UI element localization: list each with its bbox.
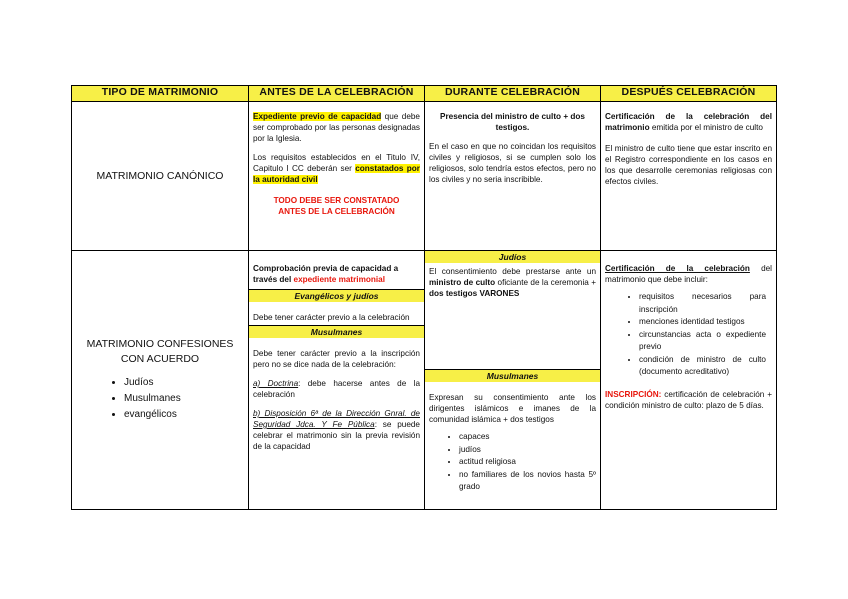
subheader-musulmanes-antes: Musulmanes	[249, 325, 424, 338]
canonico-antes-p2: Los requisitos establecidos en el Titulo IV, Capitulo I CC deberán ser constatados por la autoridad civil	[253, 153, 420, 184]
canonico-durante	[425, 102, 601, 251]
canonico-antes	[249, 102, 425, 251]
canonico-durante-p: En el caso en que no coincidan los requisitos civiles y religiosos, si se cumplen solo los religiosos, solo tendría estos efectos, pero no los civiles y no seria inscribible.	[429, 142, 596, 184]
header-durante: DURANTE CELEBRACIÓN	[425, 86, 601, 102]
list-item: • capaces	[459, 431, 596, 444]
musulmanes-durante-list	[429, 431, 596, 494]
canonico-durante-title: Presencia del ministro de culto + dos testigos.	[440, 112, 585, 132]
judios-durante-text: El consentimiento debe prestarse ante un ministro de culto oficiante de la ceremonia + dos testigos VARONES	[429, 267, 596, 298]
list-item: • Judíos	[124, 375, 248, 391]
subheader-judios: Judíos	[425, 251, 600, 263]
type-confesiones-label: MATRIMONIO CONFESIONES CON ACUERDO	[86, 338, 234, 365]
subheader-evangelicos-judios: Evangélicos y judíos	[249, 289, 424, 302]
type-confesiones	[72, 251, 249, 510]
header-despues: DESPUÉS CELEBRACIÓN	[601, 86, 777, 102]
musulmanes-antes-text: Debe tener carácter previo a la inscripción pero no se dice nada de la celebración:	[253, 349, 420, 369]
row-confesiones	[72, 251, 777, 510]
confesiones-durante	[425, 251, 601, 510]
header-antes: ANTES DE LA CELEBRACIÓN	[249, 86, 425, 102]
type-confesiones-list	[72, 375, 248, 423]
canonico-despues-p2: El ministro de culto tiene que estar inscrito en el Registro correspondiente en los casos en los que desarrolle ceremonias religiosas con efectos civiles.	[605, 144, 772, 186]
musulmanes-durante-text: Expresan su consentimiento ante los dirigentes islámicos e imanes de la comunidad islámica + dos testigos	[429, 393, 596, 424]
confesiones-antes-title: Comprobación previa de capacidad a través del expediente matrimonial	[253, 264, 399, 284]
list-item: • no familiares de los novios hasta 5º grado	[459, 469, 596, 494]
list-item: • evangélicos	[124, 407, 248, 423]
confesiones-despues-list	[605, 291, 772, 379]
list-item: • actitud religiosa	[459, 456, 596, 469]
subheader-musulmanes-durante: Musulmanes	[425, 369, 600, 382]
confesiones-despues-inscripcion: INSCRIPCIÓN: certificación de celebración + condición ministro de culto: plazo de 5 días.	[605, 389, 772, 410]
musulmanes-antes-a: a) Doctrina: debe hacerse antes de la celebración	[253, 379, 421, 399]
marriage-table	[71, 85, 777, 510]
musulmanes-antes-b: b) Disposición 6ª de la Dirección Gnral. de Seguridad Jdca. Y Fe Pública: se puede celebrar el matrimonio sin la previa revisión de la capacidad	[253, 409, 420, 451]
confesiones-despues	[601, 251, 777, 510]
row-canonico	[72, 102, 777, 251]
canonico-antes-warning: TODO DEBE SER CONSTATADO ANTES DE LA CELEBRACIÓN	[273, 196, 400, 216]
canonico-despues	[601, 102, 777, 251]
list-item: • circunstancias acta o expediente previo	[639, 329, 766, 354]
canonico-antes-p1: Expediente previo de capacidad que debe ser comprobado por las personas designadas por la Iglesia.	[253, 112, 420, 143]
list-item: • judíos	[459, 444, 596, 457]
type-canonico-label: MATRIMONIO CANÓNICO	[96, 170, 224, 182]
list-item: • Musulmanes	[124, 391, 248, 407]
header-row	[72, 86, 777, 102]
list-item: • condición de ministro de culto (documento acreditativo)	[639, 354, 766, 379]
list-item: • menciones identidad testigos	[639, 316, 766, 329]
type-canonico	[72, 102, 249, 251]
confesiones-antes	[249, 251, 425, 510]
evangelicos-judios-text: Debe tener carácter previo a la celebración	[253, 313, 410, 322]
header-tipo: TIPO DE MATRIMONIO	[72, 86, 249, 102]
canonico-despues-p1: Certificación de la celebración del matrimonio emitida por el ministro de culto	[605, 112, 772, 132]
confesiones-despues-p1: Certificación de la celebración del matrimonio que debe incluir:	[605, 264, 772, 284]
list-item: • requisitos necesarios para inscripción	[639, 291, 766, 316]
